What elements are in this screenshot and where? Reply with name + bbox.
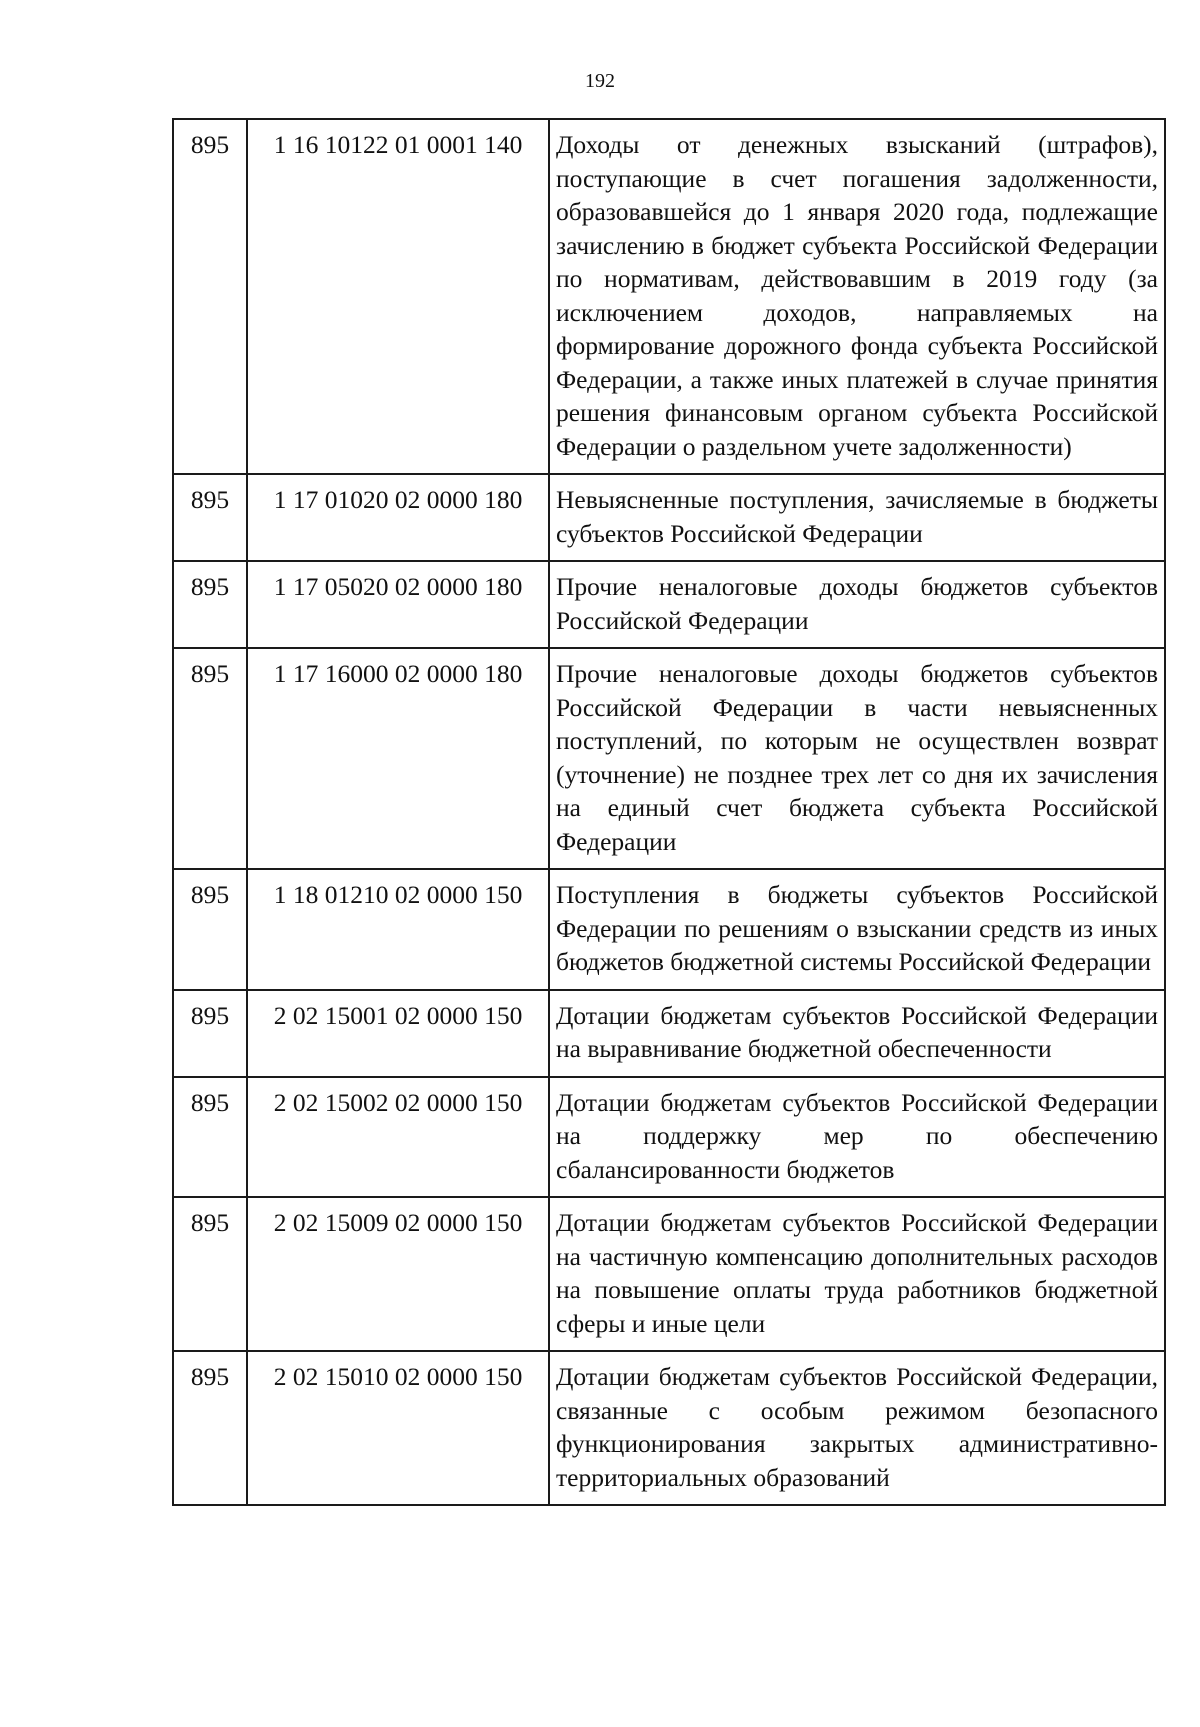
budget-codes-table xyxy=(172,118,1166,1506)
income-name-cell: Прочие неналоговые доходы бюджетов субъектов Российской Федерации xyxy=(549,561,1165,648)
admin-code-cell: 895 xyxy=(173,869,247,990)
budget-code-cell: 1 16 10122 01 0001 140 xyxy=(247,119,549,474)
admin-code-cell: 895 xyxy=(173,990,247,1077)
admin-code-cell: 895 xyxy=(173,1197,247,1351)
table-row xyxy=(173,648,1165,869)
table-row xyxy=(173,1351,1165,1505)
table-row xyxy=(173,869,1165,990)
table-row xyxy=(173,1197,1165,1351)
budget-code-cell: 2 02 15002 02 0000 150 xyxy=(247,1077,549,1198)
income-name-cell: Дотации бюджетам субъектов Российской Федерации на выравнивание бюджетной обеспеченности xyxy=(549,990,1165,1077)
table-row xyxy=(173,1077,1165,1198)
table-row xyxy=(173,119,1165,474)
budget-code-cell: 1 18 01210 02 0000 150 xyxy=(247,869,549,990)
page-number: 192 xyxy=(585,70,615,92)
income-name-cell: Дотации бюджетам субъектов Российской Федерации на поддержку мер по обеспечению сбалансированности бюджетов xyxy=(549,1077,1165,1198)
table-row xyxy=(173,990,1165,1077)
budget-code-cell: 1 17 01020 02 0000 180 xyxy=(247,474,549,561)
income-name-cell: Невыясненные поступления, зачисляемые в бюджеты субъектов Российской Федерации xyxy=(549,474,1165,561)
budget-code-cell: 2 02 15001 02 0000 150 xyxy=(247,990,549,1077)
admin-code-cell: 895 xyxy=(173,474,247,561)
income-name-cell: Дотации бюджетам субъектов Российской Федерации, связанные с особым режимом безопасного функционирования закрытых административно-территориальных образований xyxy=(549,1351,1165,1505)
income-name-cell: Доходы от денежных взысканий (штрафов), поступающие в счет погашения задолженности, образовавшейся до 1 января 2020 года, подлежащие зачислению в бюджет субъекта Российской Федерации по нормативам, действовавшим в 2019 году (за исключением доходов, направляемых на формирование дорожного фонда субъекта Российской Федерации, а также иных платежей в случае принятия решения финансовым органом субъекта Российской Федерации о раздельном учете задолженности) xyxy=(549,119,1165,474)
budget-code-cell: 1 17 05020 02 0000 180 xyxy=(247,561,549,648)
income-name-cell: Поступления в бюджеты субъектов Российской Федерации по решениям о взыскании средств из иных бюджетов бюджетной системы Российской Федерации xyxy=(549,869,1165,990)
table-row xyxy=(173,474,1165,561)
admin-code-cell: 895 xyxy=(173,1351,247,1505)
budget-code-cell: 1 17 16000 02 0000 180 xyxy=(247,648,549,869)
income-name-cell: Прочие неналоговые доходы бюджетов субъектов Российской Федерации в части невыясненных поступлений, по которым не осуществлен возврат (уточнение) не позднее трех лет со дня их зачисления на единый счет бюджета субъекта Российской Федерации xyxy=(549,648,1165,869)
admin-code-cell: 895 xyxy=(173,561,247,648)
budget-code-cell: 2 02 15010 02 0000 150 xyxy=(247,1351,549,1505)
admin-code-cell: 895 xyxy=(173,119,247,474)
income-name-cell: Дотации бюджетам субъектов Российской Федерации на частичную компенсацию дополнительных расходов на повышение оплаты труда работников бюджетной сферы и иные цели xyxy=(549,1197,1165,1351)
table-row xyxy=(173,561,1165,648)
admin-code-cell: 895 xyxy=(173,1077,247,1198)
admin-code-cell: 895 xyxy=(173,648,247,869)
budget-code-cell: 2 02 15009 02 0000 150 xyxy=(247,1197,549,1351)
